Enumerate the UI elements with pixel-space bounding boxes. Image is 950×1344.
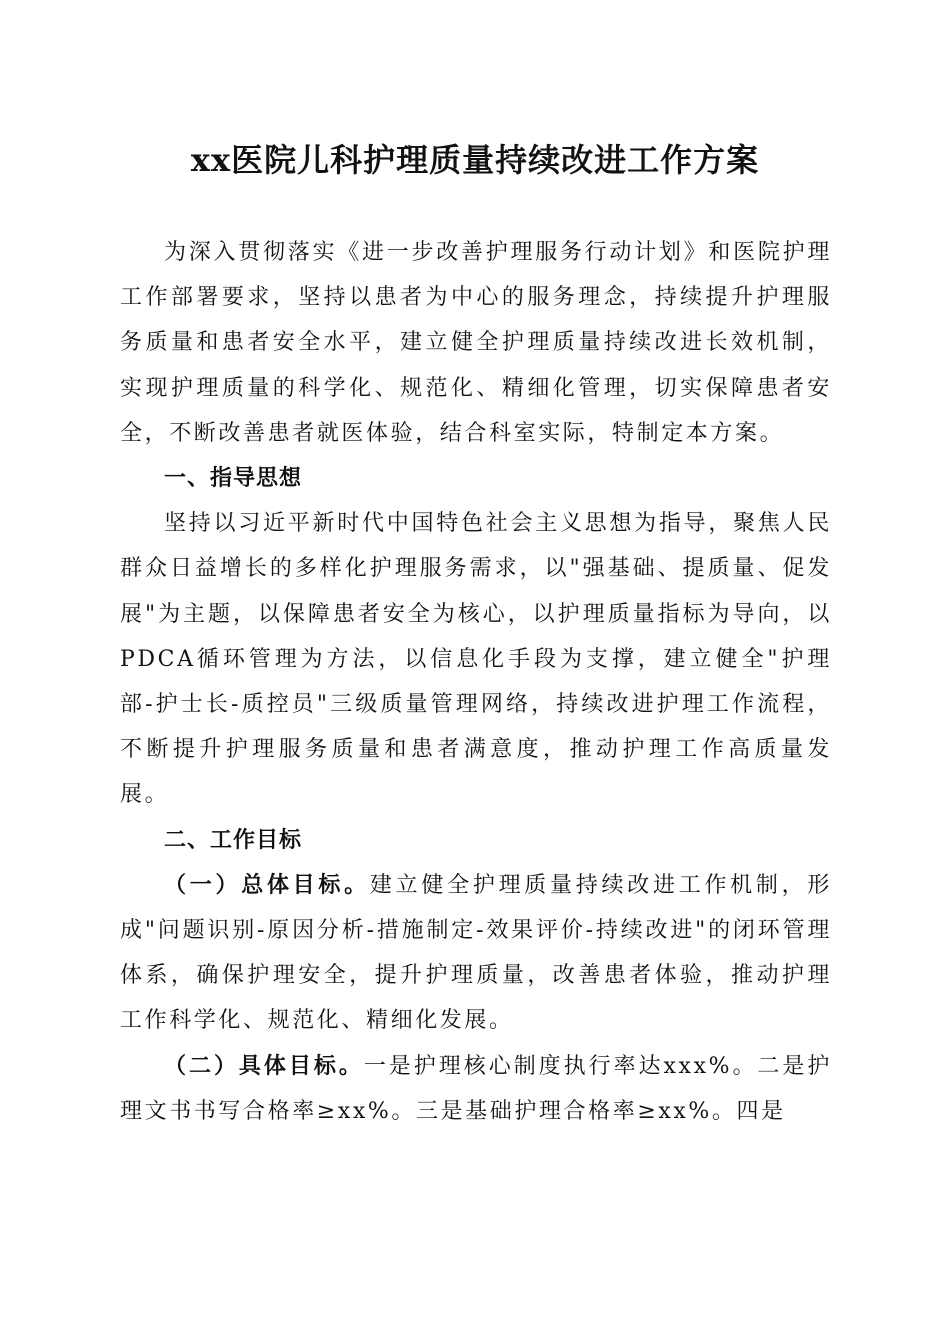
guiding-ideology-paragraph: 坚持以习近平新时代中国特色社会主义思想为指导，聚焦人民群众日益增长的多样化护理服务需求，以"强基础、提质量、促发展"为主题，以保障患者安全为核心，以护理质量指标为导向，以PDCA循环管理为方法，以信息化手段为支撑，建立健全"护理部-护士长-质控员"三级质量管理网络，持续改进护理工作流程，不断提升护理服务质量和患者满意度，推动护理工作高质量发展。 — [120, 511, 832, 808]
overall-goal-text: 建立健全护理质量持续改进工作机制，形成"问题识别-原因分析-措施制定-效果评价-持续改进"的闭环管理体系，确保护理安全，提升护理质量，改善患者体验，推动护理工作科学化、规范化、精细化发展。 — [120, 872, 832, 1034]
document-body — [120, 230, 832, 1134]
document-title: xx医院儿科护理质量持续改进工作方案 — [190, 141, 760, 179]
section-heading-work-goals: 二、工作目标 — [164, 827, 303, 853]
specific-goal-text: 一是护理核心制度执行率达xxx%。二是护理文书书写合格率≥xx%。三是基础护理合格率≥xx%。四是 — [120, 1053, 832, 1124]
specific-goal-label: （二）具体目标。 — [164, 1053, 364, 1079]
intro-paragraph: 为深入贯彻落实《进一步改善护理服务行动计划》和医院护理工作部署要求，坚持以患者为中心的服务理念，持续提升护理服务质量和患者安全水平，建立健全护理质量持续改进长效机制，实现护理质量的科学化、规范化、精细化管理，切实保障患者安全，不断改善患者就医体验，结合科室实际，特制定本方案。 — [120, 240, 832, 446]
section-heading-guiding-ideology: 一、指导思想 — [164, 466, 303, 492]
overall-goal-paragraph — [120, 863, 832, 1044]
specific-goal-paragraph — [120, 1044, 832, 1134]
overall-goal-label: （一）总体目标。 — [164, 872, 370, 898]
